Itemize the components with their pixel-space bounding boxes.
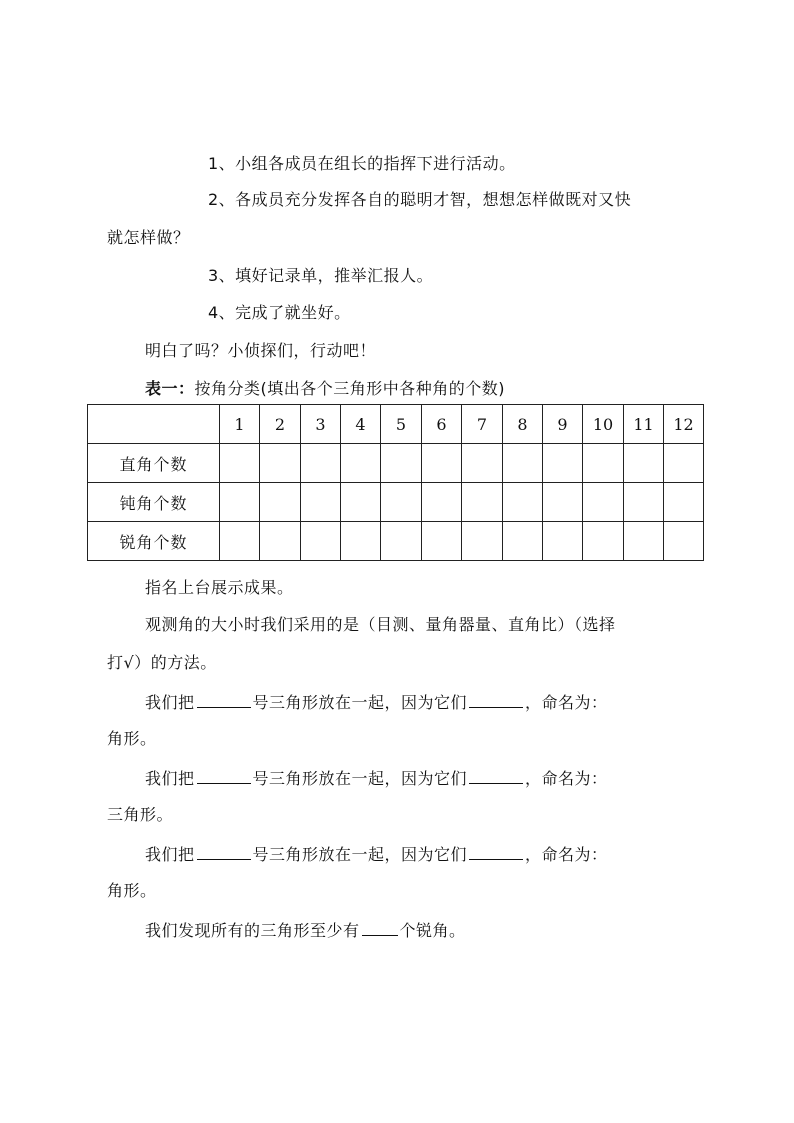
table-cell[interactable]: [583, 483, 624, 522]
blank-triangle-numbers[interactable]: [197, 765, 251, 784]
column-header: 5: [381, 405, 422, 444]
table-cell[interactable]: [381, 444, 422, 483]
column-header: 4: [341, 405, 381, 444]
table-cell[interactable]: [543, 483, 583, 522]
sentence-middle: 号三角形放在一起，因为它们: [252, 693, 468, 712]
table-cell[interactable]: [583, 444, 624, 483]
table-caption: [145, 377, 505, 401]
show-results-text: 指名上台展示成果。: [145, 578, 294, 597]
table-cell[interactable]: [503, 522, 543, 561]
table-row: [88, 483, 704, 522]
table-cell[interactable]: [624, 483, 664, 522]
instruction-3: 3、填好记录单，推举汇报人。: [208, 266, 434, 285]
fill-sentence-3: [145, 841, 608, 867]
table-cell[interactable]: [664, 522, 704, 561]
sentence-prefix: 我们把: [145, 769, 195, 788]
table-cell[interactable]: [381, 522, 422, 561]
observe-line-1: 观测角的大小时我们采用的是（目测、量角器量、直角比）（选择: [145, 615, 616, 634]
sentence-suffix: ，命名为：: [525, 769, 608, 788]
table-header-row: [88, 405, 704, 444]
sentence-prefix: 我们把: [145, 693, 195, 712]
column-header: 9: [543, 405, 583, 444]
sentence-suffix: ，命名为：: [525, 693, 608, 712]
instruction-2-cont: 就怎样做？: [107, 228, 190, 247]
table-cell[interactable]: [260, 522, 301, 561]
table-caption-label: 表一：: [145, 379, 195, 398]
column-header: 12: [664, 405, 704, 444]
table-cell[interactable]: [624, 522, 664, 561]
table-cell[interactable]: [301, 444, 341, 483]
table-row: [88, 522, 704, 561]
table-cell[interactable]: [220, 444, 260, 483]
instruction-1: 1、小组各成员在组长的指挥下进行活动。: [208, 154, 516, 173]
angle-count-table: [87, 404, 704, 561]
table-cell[interactable]: [422, 522, 462, 561]
sentence-middle: 号三角形放在一起，因为它们: [252, 845, 468, 864]
sentence-middle: 号三角形放在一起，因为它们: [252, 769, 468, 788]
table-cell[interactable]: [301, 483, 341, 522]
blank-triangle-numbers[interactable]: [197, 689, 251, 708]
blank-reason[interactable]: [469, 841, 523, 860]
table-cell[interactable]: [503, 444, 543, 483]
table-cell[interactable]: [664, 483, 704, 522]
final-prefix: 我们发现所有的三角形至少有: [145, 921, 360, 940]
prompt-text: 明白了吗？小侦探们，行动吧！: [145, 341, 377, 360]
table-cell[interactable]: [220, 522, 260, 561]
table-cell[interactable]: [301, 522, 341, 561]
table-cell[interactable]: [260, 444, 301, 483]
table-cell[interactable]: [503, 483, 543, 522]
fill-sentence-1: [145, 689, 608, 715]
column-header: 2: [260, 405, 301, 444]
column-header: 6: [422, 405, 462, 444]
table-cell[interactable]: [381, 483, 422, 522]
final-sentence: [145, 917, 466, 943]
final-suffix: 个锐角。: [399, 921, 466, 940]
table-cell[interactable]: [220, 483, 260, 522]
fill-sentence-2-cont: 三角形。: [107, 805, 174, 824]
blank-acute-count[interactable]: [362, 917, 398, 936]
table-cell[interactable]: [422, 444, 462, 483]
observe-line-2: 打√）的方法。: [107, 653, 217, 672]
blank-triangle-numbers[interactable]: [197, 841, 251, 860]
table-cell[interactable]: [462, 522, 503, 561]
column-header: 10: [583, 405, 624, 444]
table-caption-text: 按角分类(填出各个三角形中各种角的个数): [194, 379, 506, 398]
row-label-acute-angle: 锐角个数: [88, 522, 220, 561]
column-header: 1: [220, 405, 260, 444]
table-cell[interactable]: [341, 522, 381, 561]
table-cell[interactable]: [341, 483, 381, 522]
fill-sentence-2: [145, 765, 608, 791]
column-header: 7: [462, 405, 503, 444]
row-label-obtuse-angle: 钝角个数: [88, 483, 220, 522]
fill-sentence-1-cont: 角形。: [107, 729, 157, 748]
table-row: [88, 444, 704, 483]
table-cell[interactable]: [422, 483, 462, 522]
instruction-2: 2、各成员充分发挥各自的聪明才智，想想怎样做既对又快: [208, 190, 632, 209]
table-cell[interactable]: [624, 444, 664, 483]
table-cell[interactable]: [543, 522, 583, 561]
table-cell[interactable]: [664, 444, 704, 483]
fill-sentence-3-cont: 角形。: [107, 881, 157, 900]
instruction-4: 4、完成了就坐好。: [208, 303, 351, 322]
table-cell[interactable]: [260, 483, 301, 522]
row-label-right-angle: 直角个数: [88, 444, 220, 483]
blank-reason[interactable]: [469, 689, 523, 708]
table-cell[interactable]: [462, 483, 503, 522]
table-cell[interactable]: [462, 444, 503, 483]
table-cell[interactable]: [543, 444, 583, 483]
column-header: 8: [503, 405, 543, 444]
column-header: 11: [624, 405, 664, 444]
sentence-prefix: 我们把: [145, 845, 195, 864]
sentence-suffix: ，命名为：: [525, 845, 608, 864]
blank-reason[interactable]: [469, 765, 523, 784]
table-cell[interactable]: [583, 522, 624, 561]
column-header: 3: [301, 405, 341, 444]
table-corner-cell: [88, 405, 220, 444]
table-cell[interactable]: [341, 444, 381, 483]
